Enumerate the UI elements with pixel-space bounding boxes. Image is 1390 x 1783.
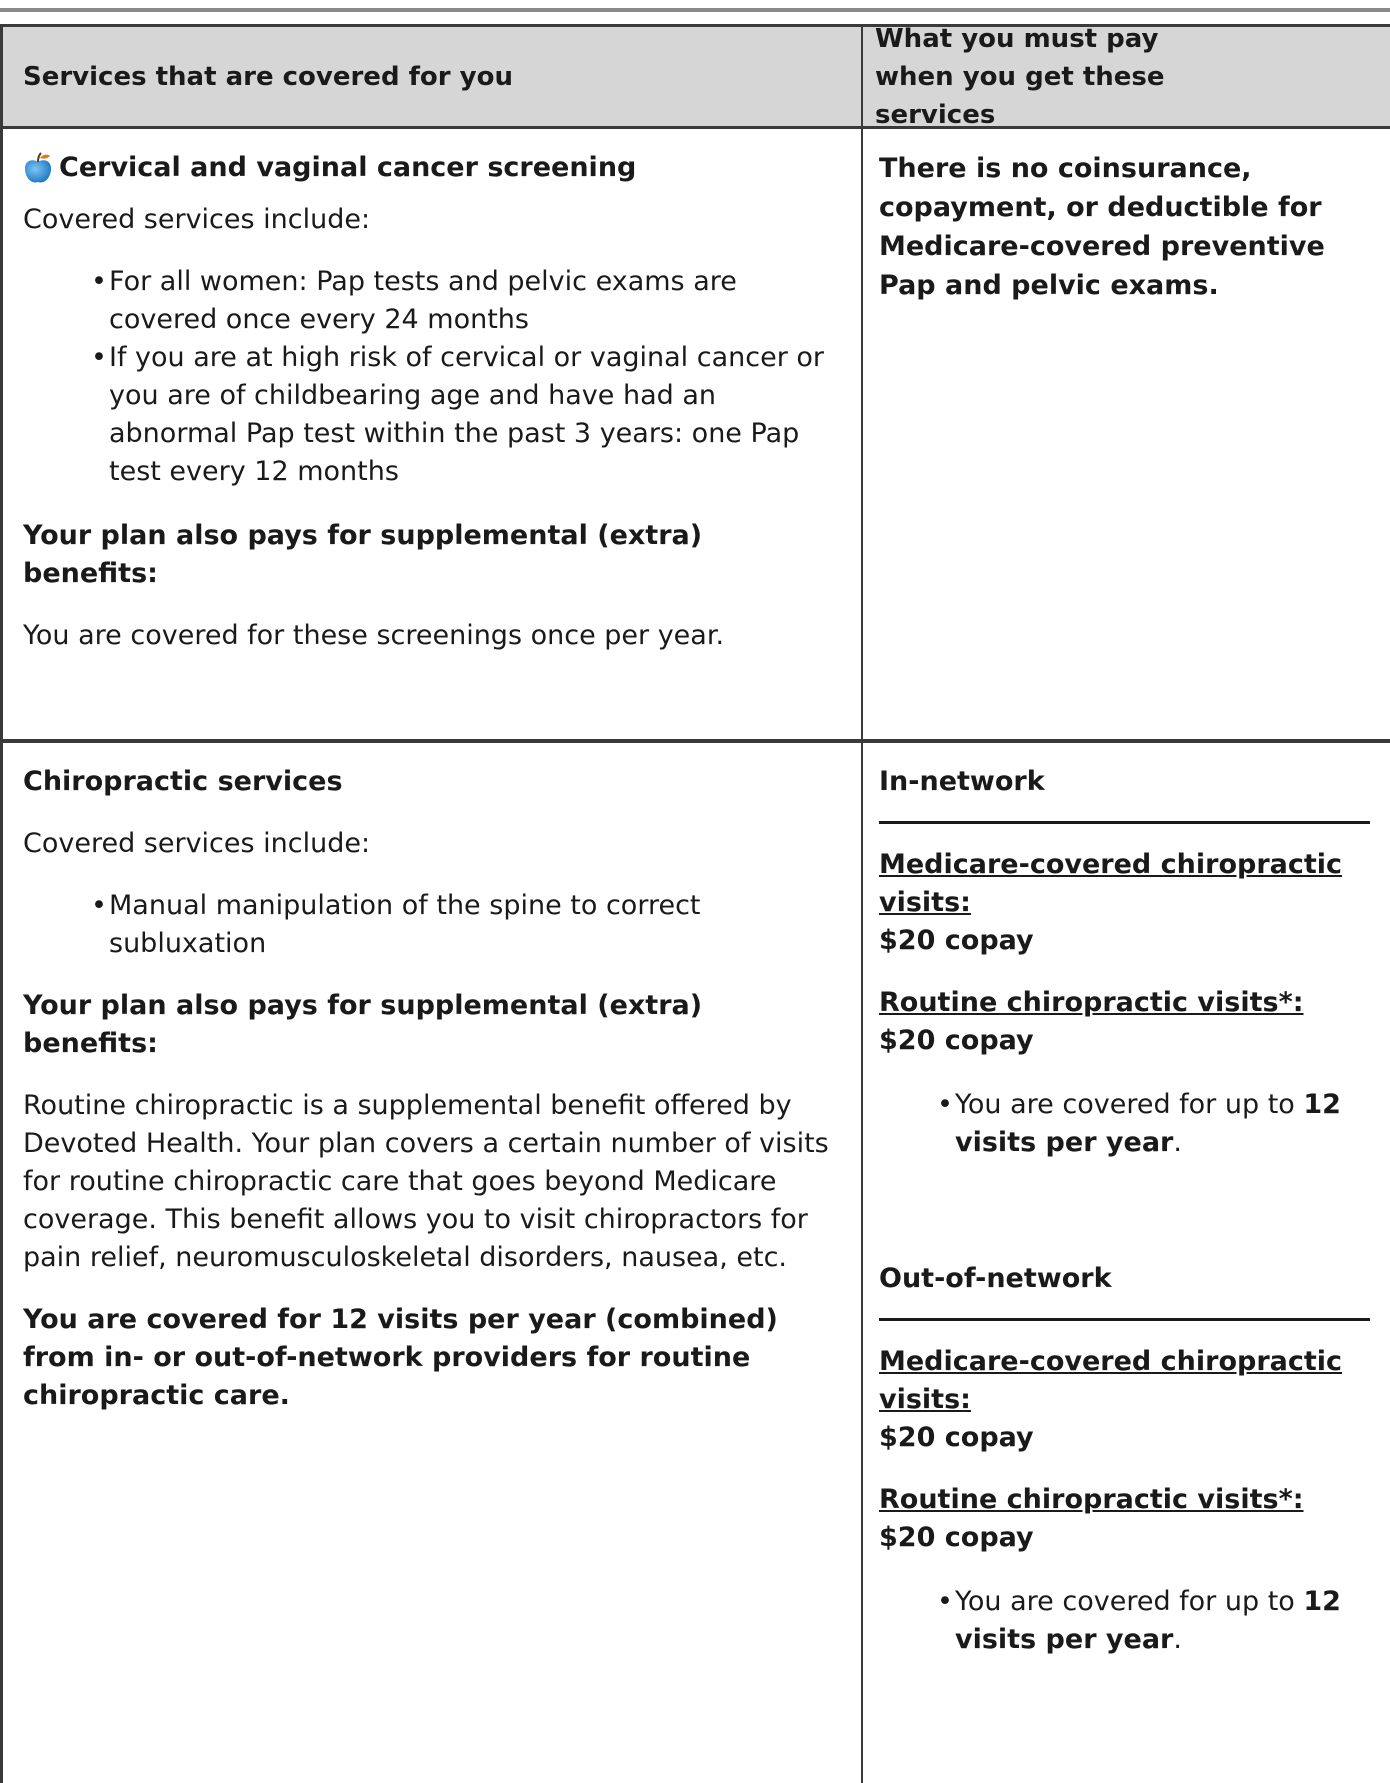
list-item — [937, 1583, 1380, 1659]
out-network-note-list — [937, 1583, 1380, 1659]
table-row-cervical — [3, 129, 1390, 743]
cervical-supp-text: You are covered for these screenings once per year. — [23, 620, 725, 651]
in-network-routine-copay: $20 copay — [879, 1025, 1034, 1056]
header-services-label: Services that are covered for you — [23, 61, 513, 92]
in-network-note-prefix: You are covered for up to — [955, 1089, 1304, 1120]
cervical-title: Cervical and vaginal cancer screening — [59, 152, 637, 183]
in-network-note-bold: 12 visits per year — [955, 1089, 1341, 1158]
in-network-note-suffix: . — [1173, 1127, 1182, 1158]
in-network-heading: In-network — [879, 763, 1370, 824]
top-rule — [0, 8, 1390, 12]
chiro-supp-text: Routine chiropractic is a supplemental benefit offered by Devoted Health. Your plan covers a certain number of visits for routine chiropractic care that goes beyond Medicare coverage. This benefit allows you to visit chiropractors for pain relief, neuromusculoskeletal disorders, nausea, etc. — [23, 1090, 829, 1273]
list-item: • Manual manipulation of the spine to correct subluxation — [91, 887, 841, 963]
cervical-intro: Covered services include: — [23, 204, 371, 235]
cervical-supp-heading: Your plan also pays for supplemental (extra) benefits: — [23, 520, 703, 589]
chiro-intro: Covered services include: — [23, 828, 371, 859]
out-network-note-bold: 12 visits per year — [955, 1586, 1341, 1655]
out-network-medicare-copay: $20 copay — [879, 1422, 1034, 1453]
benefits-table — [0, 24, 1390, 1783]
chiro-supp-heading: Your plan also pays for supplemental (extra) benefits: — [23, 990, 703, 1059]
in-network-note-list — [937, 1086, 1380, 1162]
chiro-cost-cell — [863, 743, 1390, 1783]
header-cost-label: What you must pay when you get these services — [875, 23, 1165, 130]
in-network-routine-label: Routine chiropractic visits*: — [879, 987, 1304, 1018]
header-cell-services — [3, 27, 863, 126]
list-item: • For all women: Pap tests and pelvic exams are covered once every 24 months — [91, 263, 841, 339]
cervical-bullet-list — [91, 263, 841, 491]
cervical-cost-cell — [863, 129, 1390, 739]
chiro-services-cell — [3, 743, 863, 1783]
chiro-title: Chiropractic services — [23, 766, 343, 797]
table-header-row — [3, 23, 1390, 130]
apple-icon — [23, 151, 53, 185]
in-network-medicare-copay: $20 copay — [879, 925, 1034, 956]
chiro-covered-note: You are covered for 12 visits per year (combined) from in- or out-of-network providers for routine chiropractic care. — [23, 1304, 778, 1411]
table-row-chiropractic — [3, 743, 1390, 1783]
list-item: • If you are at high risk of cervical or vaginal cancer or you are of childbearing age and have had an abnormal Pap test within the past 3 years: one Pap test every 12 months — [91, 339, 841, 491]
cervical-cost-text: There is no coinsurance, copayment, or deductible for Medicare-covered preventive Pap and pelvic exams. — [879, 153, 1325, 301]
out-network-routine-copay: $20 copay — [879, 1522, 1034, 1553]
cervical-title-line — [23, 149, 841, 187]
out-network-note-suffix: . — [1173, 1624, 1182, 1655]
out-network-note-prefix: You are covered for up to — [955, 1586, 1304, 1617]
list-item — [937, 1086, 1380, 1162]
cervical-services-cell — [3, 129, 863, 739]
out-network-medicare-label: Medicare-covered chiropractic visits: — [879, 1346, 1343, 1415]
chiro-bullet-list — [91, 887, 841, 963]
out-network-routine-label: Routine chiropractic visits*: — [879, 1484, 1304, 1515]
header-cell-cost — [863, 23, 1390, 130]
in-network-medicare-label: Medicare-covered chiropractic visits: — [879, 849, 1343, 918]
out-network-heading: Out-of-network — [879, 1260, 1370, 1321]
